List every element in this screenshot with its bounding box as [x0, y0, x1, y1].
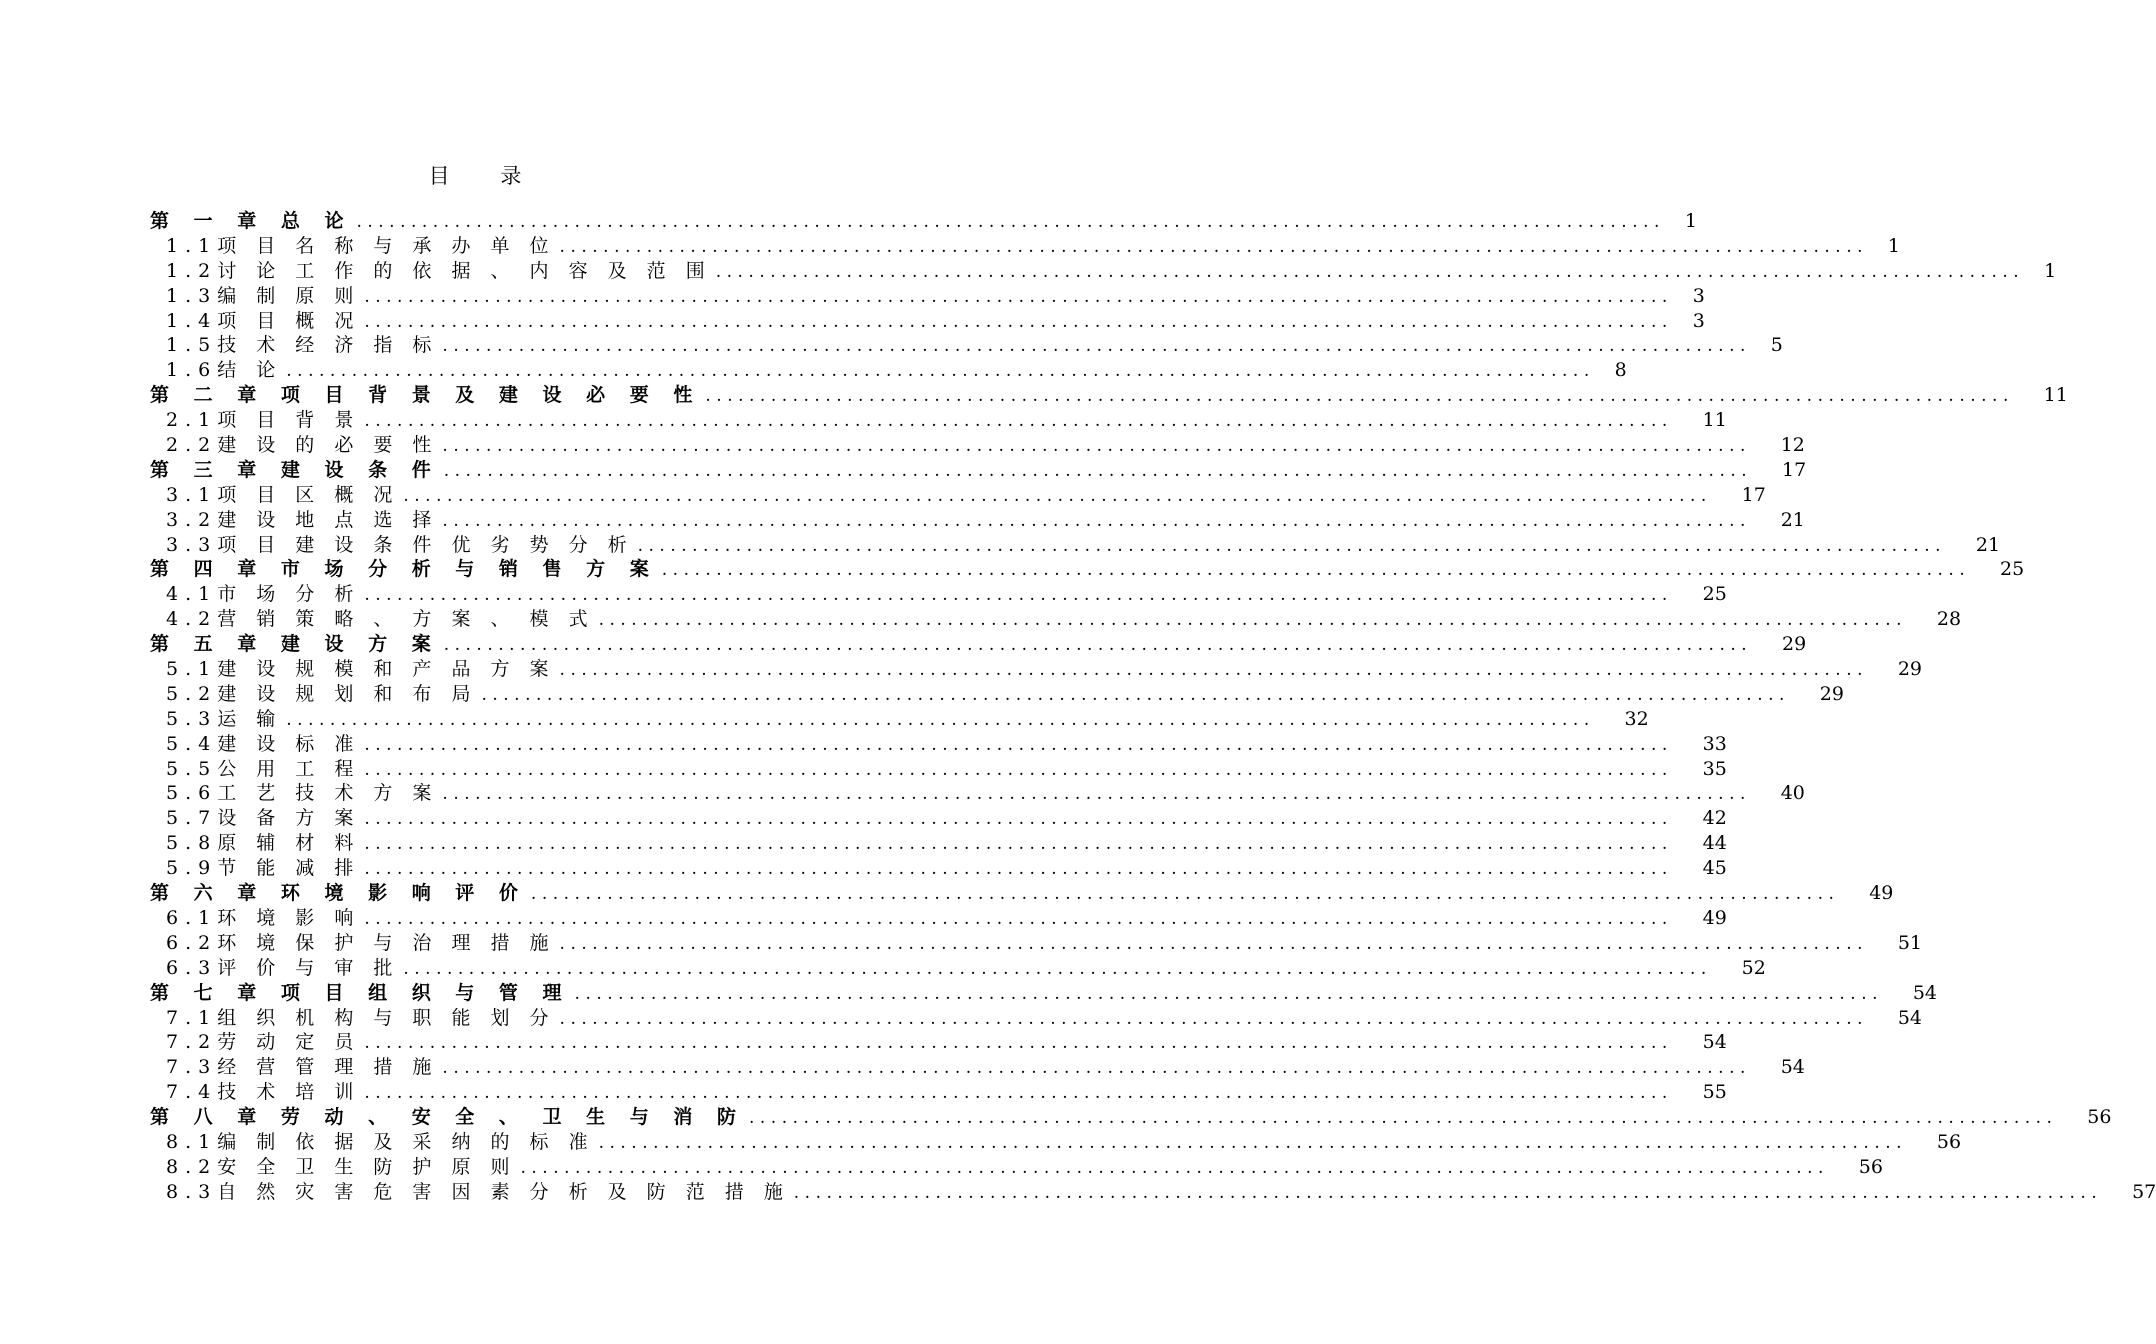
toc-entry-label: 4.2营 销 策 略 、 方 案 、 模 式 [166, 608, 595, 631]
toc-section-entry[interactable] [150, 433, 1805, 458]
toc-entry-label: 1.3编 制 原 则 [166, 284, 361, 307]
toc-dot-leader: ........................................................................................................................ [574, 983, 1884, 1004]
toc-dot-leader: ........................................................................................................................ [443, 635, 1753, 656]
toc-entry-label: 8.3自 然 灾 害 危 害 因 素 分 析 及 防 范 措 施 [166, 1180, 790, 1203]
toc-entry-label: 1.4项 目 概 况 [166, 309, 361, 332]
toc-dot-leader: ........................................................................................................................ [364, 411, 1673, 432]
toc-page-number: 54 [1702, 1031, 1727, 1054]
toc-dot-leader: ........................................................................................................................ [520, 1157, 1829, 1178]
toc-page-number: 11 [1702, 409, 1727, 432]
toc-entry-label: 第 四 章 市 场 分 析 与 销 售 方 案 [150, 558, 658, 581]
toc-dot-leader: ........................................................................................................................ [481, 684, 1790, 705]
toc-dot-leader: ........................................................................................................................ [364, 1033, 1673, 1054]
toc-page-number: 29 [1819, 682, 1844, 705]
toc-page-number: 57 [2132, 1180, 2156, 1203]
toc-page-number: 45 [1702, 857, 1727, 880]
table-of-contents [150, 209, 2156, 1205]
toc-entry-label: 5.9节 能 减 排 [166, 857, 361, 880]
toc-section-entry[interactable] [150, 1006, 1923, 1031]
toc-section-entry[interactable] [150, 1080, 1727, 1105]
toc-section-entry[interactable] [150, 956, 1766, 981]
toc-chapter-entry[interactable] [150, 981, 1938, 1006]
toc-section-entry[interactable] [150, 781, 1805, 806]
toc-entry-label: 1.2讨 论 工 作 的 依 据 、 内 容 及 范 围 [166, 259, 712, 282]
toc-dot-leader: ........................................................................................................................ [364, 759, 1673, 780]
toc-entry-label: 7.4技 术 培 训 [166, 1081, 361, 1104]
toc-section-entry[interactable] [150, 682, 1844, 707]
toc-entry-label: 5.7设 备 方 案 [166, 807, 361, 830]
toc-dot-leader: ........................................................................................................................ [442, 336, 1751, 357]
toc-entry-label: 6.3评 价 与 审 批 [166, 956, 400, 979]
toc-page-number: 28 [1936, 608, 1962, 631]
toc-dot-leader: ........................................................................................................................ [443, 460, 1753, 481]
toc-section-entry[interactable] [150, 806, 1727, 831]
toc-entry-label: 第 五 章 建 设 方 案 [150, 633, 440, 656]
toc-section-entry[interactable] [150, 1055, 1805, 1080]
toc-dot-leader: ........................................................................................................................ [559, 933, 1869, 954]
toc-entry-label: 2.2建 设 的 必 要 性 [166, 434, 439, 457]
toc-section-entry[interactable] [150, 707, 1649, 732]
toc-page-number: 25 [1702, 583, 1727, 606]
toc-dot-leader: ........................................................................................................................ [364, 311, 1673, 332]
toc-section-entry[interactable] [150, 856, 1727, 881]
toc-page-number: 3 [1692, 309, 1705, 332]
toc-entry-label: 5.5公 用 工 程 [166, 757, 361, 780]
toc-entry-label: 5.6工 艺 技 术 方 案 [166, 782, 439, 805]
toc-page-number: 17 [1781, 458, 1807, 481]
toc-entry-label: 5.1建 设 规 模 和 产 品 方 案 [166, 658, 556, 681]
toc-page-number: 21 [1780, 508, 1805, 531]
toc-dot-leader: ........................................................................................................................ [559, 1008, 1869, 1029]
toc-page-number: 35 [1702, 757, 1727, 780]
toc-entry-label: 3.2建 设 地 点 选 择 [166, 508, 439, 531]
toc-page-number: 1 [2044, 259, 2057, 282]
toc-section-entry[interactable] [150, 582, 1727, 607]
toc-section-entry[interactable] [150, 259, 2057, 284]
toc-page-number: 55 [1702, 1081, 1727, 1104]
toc-entry-label: 7.2劳 动 定 员 [166, 1031, 361, 1054]
toc-page-number: 32 [1624, 707, 1649, 730]
toc-page-number: 49 [1702, 906, 1727, 929]
toc-dot-leader: ........................................................................................................................ [442, 510, 1751, 531]
toc-dot-leader: ........................................................................................................................ [403, 958, 1712, 979]
toc-chapter-entry[interactable] [150, 383, 2068, 408]
toc-dot-leader: ........................................................................................................................ [364, 734, 1673, 755]
toc-dot-leader: ........................................................................................................................ [661, 560, 1971, 581]
toc-chapter-entry[interactable] [150, 557, 2025, 582]
toc-entry-label: 7.3经 营 管 理 措 施 [166, 1056, 439, 1079]
toc-page-number: 56 [2087, 1106, 2112, 1129]
toc-entry-label: 第 三 章 建 设 条 件 [150, 458, 440, 481]
toc-page-number: 56 [1858, 1155, 1883, 1178]
toc-section-entry[interactable] [150, 757, 1727, 782]
toc-dot-leader: ........................................................................................................................ [364, 585, 1673, 606]
toc-page-number: 3 [1692, 284, 1705, 307]
toc-entry-label: 5.8原 辅 材 料 [166, 832, 361, 855]
toc-entry-label: 第 七 章 项 目 组 织 与 管 理 [150, 981, 571, 1004]
toc-page-number: 29 [1781, 633, 1807, 656]
toc-page-number: 44 [1702, 832, 1727, 855]
toc-page-number: 54 [1912, 981, 1938, 1004]
toc-dot-leader: ........................................................................................................................ [364, 834, 1673, 855]
toc-dot-leader: ........................................................................................................................ [598, 610, 1908, 631]
toc-page-number: 5 [1770, 334, 1783, 357]
toc-dot-leader: ........................................................................................................................ [442, 1058, 1751, 1079]
toc-page-number: 1 [1887, 234, 1901, 257]
toc-page-number: 29 [1897, 658, 1923, 681]
toc-chapter-entry[interactable] [150, 458, 1807, 483]
toc-dot-leader: ........................................................................................................................ [559, 236, 1869, 257]
toc-section-entry[interactable] [150, 607, 1962, 632]
toc-entry-label: 7.1组 织 机 构 与 职 能 划 分 [166, 1006, 556, 1029]
toc-chapter-entry[interactable] [150, 881, 1894, 906]
toc-section-entry[interactable] [150, 931, 1923, 956]
toc-dot-leader: ........................................................................................................................ [793, 1182, 2103, 1203]
toc-entry-label: 3.1项 目 区 概 况 [166, 483, 400, 506]
toc-section-entry[interactable] [150, 508, 1805, 533]
toc-entry-label: 第 一 章 总 论 [150, 210, 353, 232]
toc-dot-leader: ........................................................................................................................ [403, 485, 1712, 506]
toc-section-entry[interactable] [150, 483, 1766, 508]
toc-page-number: 12 [1780, 434, 1805, 457]
toc-page-number: 51 [1897, 931, 1923, 954]
toc-entry-label: 1.6结 论 [166, 359, 283, 382]
toc-page-number: 42 [1702, 807, 1727, 830]
toc-dot-leader: ........................................................................................................................ [559, 660, 1869, 681]
toc-section-entry[interactable] [150, 1180, 2156, 1205]
toc-entry-label: 1.1项 目 名 称 与 承 办 单 位 [166, 234, 556, 257]
toc-dot-leader: ........................................................................................................................ [598, 1132, 1908, 1153]
toc-entry-label: 8.1编 制 依 据 及 采 纳 的 标 准 [166, 1130, 595, 1153]
toc-dot-leader: ........................................................................................................................ [705, 386, 2014, 407]
toc-entry-label: 6.2环 境 保 护 与 治 理 措 施 [166, 931, 556, 954]
toc-section-entry[interactable] [150, 333, 1783, 358]
toc-section-entry[interactable] [150, 533, 2001, 558]
toc-entry-label: 第 八 章 劳 动 、 安 全 、 卫 生 与 消 防 [150, 1106, 745, 1129]
toc-dot-leader: ........................................................................................................................ [715, 261, 2025, 282]
toc-page-number: 54 [1897, 1006, 1923, 1029]
toc-dot-leader: ........................................................................................................................ [286, 361, 1595, 382]
toc-entry-label: 第 六 章 环 境 影 响 评 价 [150, 882, 527, 905]
toc-dot-leader: ........................................................................................................................ [530, 884, 1840, 905]
toc-dot-leader: ........................................................................................................................ [364, 908, 1673, 929]
toc-entry-label: 2.1项 目 背 景 [166, 409, 361, 432]
toc-dot-leader: ........................................................................................................................ [364, 809, 1673, 830]
toc-section-entry[interactable] [150, 234, 1901, 259]
toc-entry-label: 8.2安 全 卫 生 防 护 原 则 [166, 1155, 517, 1178]
toc-page-number: 52 [1741, 956, 1766, 979]
toc-section-entry[interactable] [150, 358, 1627, 383]
toc-section-entry[interactable] [150, 732, 1727, 757]
toc-section-entry[interactable] [150, 284, 1705, 309]
toc-page-number: 25 [2000, 558, 2025, 581]
toc-dot-leader: ........................................................................................................................ [364, 859, 1673, 880]
toc-chapter-entry[interactable] [150, 632, 1807, 657]
toc-section-entry[interactable] [150, 906, 1727, 931]
toc-section-entry[interactable] [150, 1030, 1727, 1055]
toc-dot-leader: ........................................................................................................................ [286, 709, 1595, 730]
toc-dot-leader: ........................................................................................................................ [637, 535, 1947, 556]
toc-page-number: 1 [1684, 210, 1697, 232]
toc-entry-label: 1.5技 术 经 济 指 标 [166, 334, 439, 357]
toc-section-entry[interactable] [150, 1155, 1883, 1180]
toc-entry-label: 5.4建 设 标 准 [166, 732, 361, 755]
toc-entry-label: 第 二 章 项 目 背 景 及 建 设 必 要 性 [150, 384, 702, 407]
toc-page-number: 8 [1614, 359, 1627, 382]
page-title: 目 录 [428, 164, 544, 188]
toc-page-number: 49 [1869, 882, 1894, 905]
toc-section-entry[interactable] [150, 831, 1727, 856]
toc-dot-leader: ........................................................................................................................ [364, 1083, 1673, 1104]
toc-section-entry[interactable] [150, 1130, 1962, 1155]
toc-page-number: 40 [1780, 782, 1805, 805]
toc-entry-label: 6.1环 境 影 响 [166, 906, 361, 929]
toc-page-number: 21 [1975, 533, 2001, 556]
toc-page-number: 33 [1702, 732, 1727, 755]
toc-page-number: 54 [1780, 1056, 1805, 1079]
toc-chapter-entry[interactable] [150, 1105, 2112, 1130]
toc-page-number: 56 [1936, 1130, 1962, 1153]
toc-dot-leader: ........................................................................................................................ [364, 286, 1673, 307]
toc-dot-leader: ........................................................................................................................ [442, 784, 1751, 805]
toc-entry-label: 5.3运 输 [166, 707, 283, 730]
toc-entry-label: 5.2建 设 规 划 和 布 局 [166, 682, 478, 705]
toc-page-number: 17 [1741, 483, 1766, 506]
toc-page-number: 11 [2043, 384, 2068, 407]
toc-entry-label: 3.3项 目 建 设 条 件 优 劣 势 分 析 [166, 533, 634, 556]
toc-entry-label: 4.1市 场 分 析 [166, 583, 361, 606]
toc-section-entry[interactable] [150, 408, 1727, 433]
toc-dot-leader: ........................................................................................................................ [442, 436, 1751, 457]
toc-dot-leader: ........................................................................................................................ [356, 212, 1665, 232]
toc-dot-leader: ........................................................................................................................ [749, 1108, 2058, 1129]
toc-section-entry[interactable] [150, 309, 1705, 334]
toc-chapter-entry[interactable] [150, 209, 1697, 234]
toc-section-entry[interactable] [150, 657, 1923, 682]
